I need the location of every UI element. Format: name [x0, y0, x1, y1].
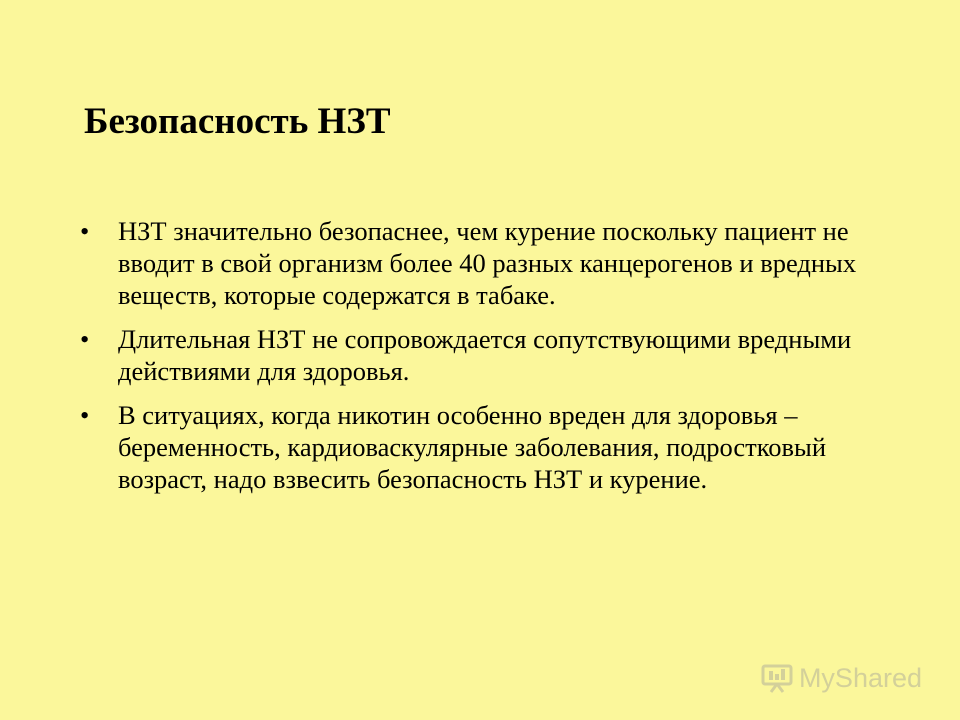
- bullet-list: [76, 215, 886, 507]
- bullet-text: В ситуациях, когда никотин особенно вреден для здоровья – беременность, кардиоваскулярные заболевания, подростковый возраст, надо взвесить безопасность НЗТ и курение.: [118, 400, 827, 494]
- bullet-item: [76, 399, 886, 495]
- bullet-marker: •: [80, 216, 90, 246]
- slide-title: Безопасность НЗТ: [84, 101, 391, 142]
- bullet-marker: •: [80, 400, 90, 430]
- watermark-text: MyShared: [798, 663, 922, 693]
- bullet-item: [76, 215, 886, 311]
- bullet-item: [76, 323, 886, 387]
- presentation-board-icon: [761, 664, 793, 694]
- bullet-text: Длительная НЗТ не сопровождается сопутствующими вредными действиями для здоровья.: [118, 324, 852, 386]
- bullet-text: НЗТ значительно безопаснее, чем курение поскольку пациент не вводит в свой организм более 40 разных канцерогенов и вредных веществ, которые содержатся в табаке.: [118, 216, 857, 310]
- bullet-marker: •: [80, 324, 90, 354]
- watermark: [761, 663, 922, 694]
